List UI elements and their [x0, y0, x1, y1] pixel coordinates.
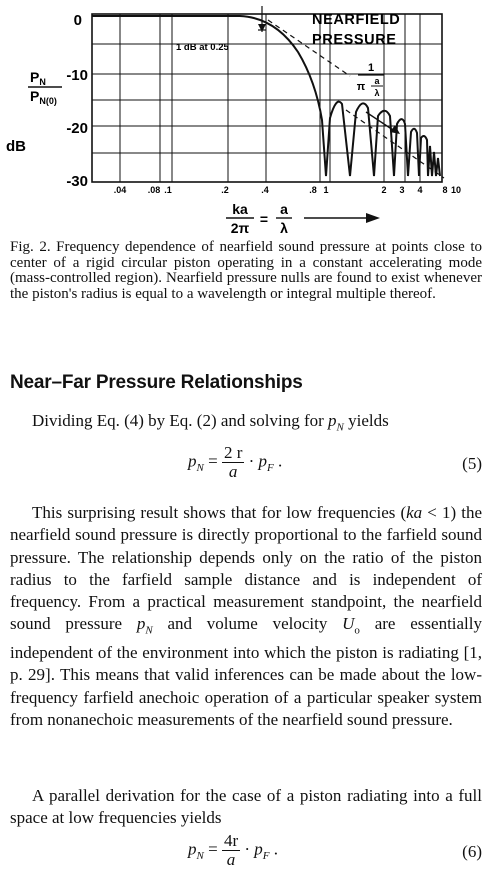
minus-1db-arrow — [258, 24, 266, 32]
y-tick-label-minus20: -20 — [66, 120, 88, 137]
paragraph-intro: Dividing Eq. (4) by Eq. (2) and solving for $p_N$ yields — [32, 411, 389, 434]
x-label-2pi: 2π — [230, 220, 250, 236]
horizontal-gridlines — [92, 44, 442, 153]
y-tick-label-minus10: -10 — [66, 67, 88, 84]
section-heading: Near–Far Pressure Relationships — [10, 372, 303, 393]
x-tick-label: 1 — [323, 185, 329, 195]
equation-5-fraction: $\frac{2 r}{a}$ — [223, 443, 243, 481]
x-label-equals: = — [259, 211, 269, 227]
equation-5: $p_N$ = $\frac{2 r}{a}$ · $p_F$ . (5) — [188, 443, 482, 481]
slope-label-lambda: λ — [374, 88, 380, 98]
x-tick-label: 8 — [442, 185, 448, 195]
plot-title-line1: NEARFIELD — [312, 12, 401, 28]
x-tick-label: .08 — [147, 185, 161, 195]
x-tick-labels — [114, 185, 461, 195]
plot-title-line2: PRESSURE — [312, 32, 397, 48]
x-tick-label: .8 — [309, 185, 317, 195]
equation-6-number: (6) — [462, 842, 482, 861]
slope-label-numerator: 1 — [367, 62, 375, 74]
x-tick-label: .4 — [261, 185, 269, 195]
x-direction-arrow-head — [366, 213, 380, 223]
high-frequency-asymptote — [268, 20, 350, 76]
x-tick-label: 2 — [381, 185, 387, 195]
y-label-numerator: $P_N$ — [30, 69, 46, 87]
x-tick-label: .2 — [221, 185, 229, 195]
paragraph-surprising-result: This surprising result shows that for low frequencies (ka < 1) the nearfield sound pressure is directly proportional to the farfield sound pressure. The relationship depends only on the ratio of the piston radius to the farfield sample distance and is independent of frequency. From a practical measurement standpoint, the nearfield sound pressure $p_N$ and volume velocity $U_o$ are essentially independent of the environment into which the piston is radiating [1, p. 29]. This means that valid inferences can be made about the low-frequency farfield anechoic operation of a particular speaker system from nonanechoic measurements of the nearfield sound pressure. — [10, 503, 483, 730]
nearfield-pressure-plot — [0, 0, 494, 250]
slope-label-pi: π — [356, 81, 366, 93]
x-label-ka: ka — [232, 201, 248, 217]
x-label-a: a — [280, 201, 288, 217]
y-tick-label-0: 0 — [73, 12, 82, 29]
x-tick-label: 3 — [399, 185, 405, 195]
y-unit-label: dB — [6, 138, 26, 155]
equation-6: $p_N$ = $\frac{4r}{a}$ · $p_F$ . (6) — [188, 831, 482, 869]
x-tick-label: 10 — [450, 185, 462, 195]
y-tick-label-minus30: -30 — [66, 173, 88, 190]
equation-5-number: (5) — [462, 454, 482, 473]
x-tick-label: .1 — [164, 185, 172, 195]
slope-label-a: a — [374, 76, 380, 86]
annotation-1db: 1 dB at 0.25 — [176, 42, 229, 53]
figure-2 — [0, 0, 494, 250]
equation-6-fraction: $\frac{4r}{a}$ — [223, 831, 239, 869]
figure-caption: Fig. 2. Frequency dependence of nearfield sound pressure at points close to center of a rigid circular piston operating in a constant accelerating mode (mass-controlled region). Nearfield pressure nulls are found to exist whenever the piston's radius is equal to a wavelength or integral multiple thereof. — [10, 239, 482, 302]
x-label-lambda: λ — [280, 220, 288, 236]
paragraph-parallel-derivation: A parallel derivation for the case of a piston radiating into a full space at low frequencies yields — [10, 786, 482, 828]
x-tick-label: 4 — [417, 185, 423, 195]
x-tick-label: .04 — [113, 185, 127, 195]
y-label-denominator: $P_{N(0)}$ — [30, 88, 57, 106]
